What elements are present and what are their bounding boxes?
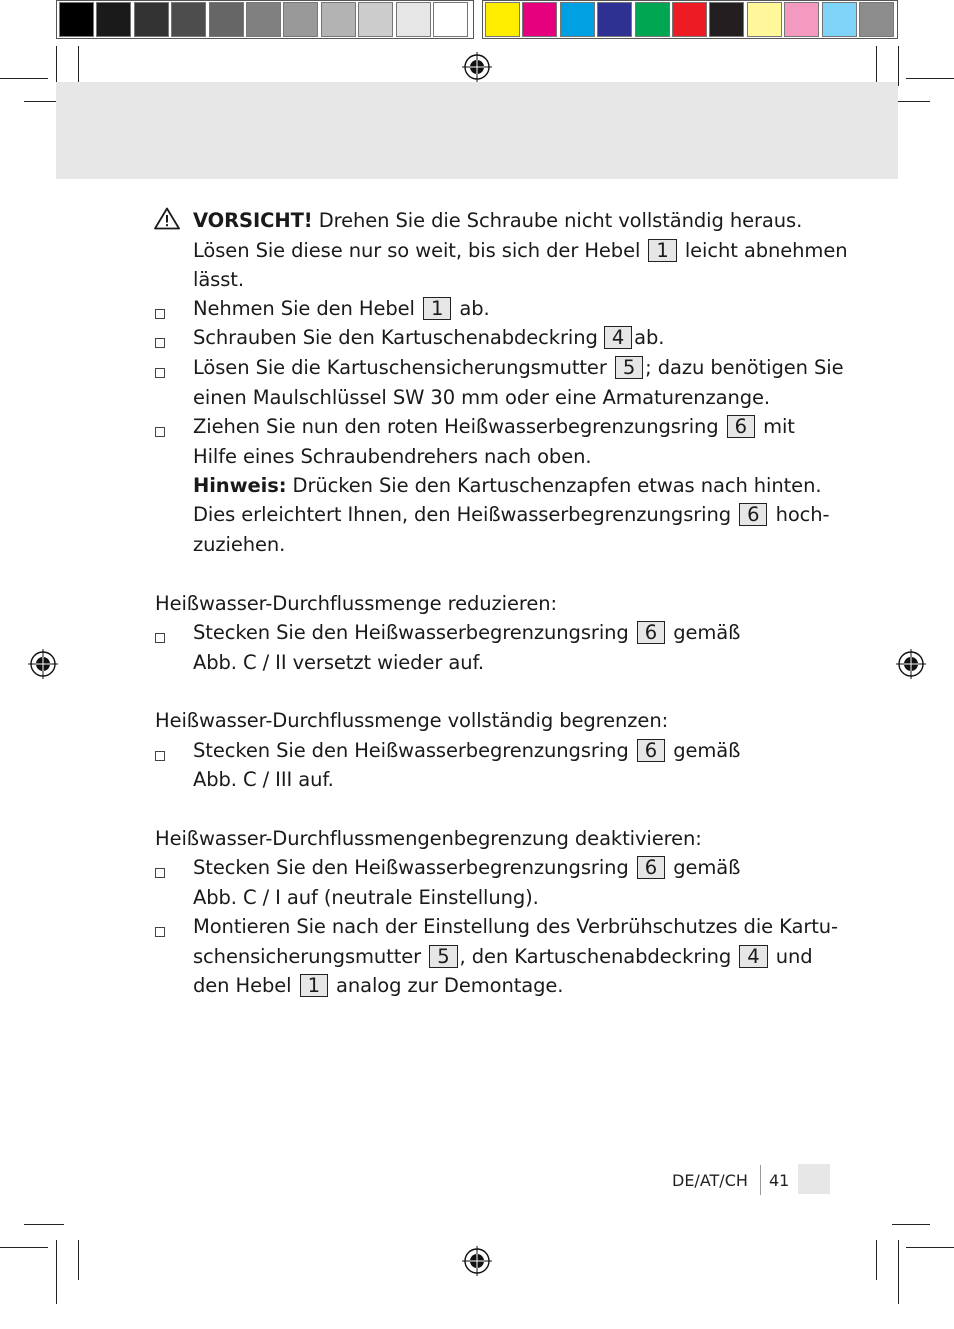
header-band [56,82,898,179]
color-swatch [635,2,670,37]
crop-mark [892,1224,930,1225]
part-ref-ring: 6 [739,503,767,526]
color-swatch [59,2,94,37]
step-text: gemäß [673,739,741,762]
part-ref-lever: 1 [648,239,676,262]
step-text: Montieren Sie nach der Einstellung des Verbrühschutzes die Kartu- [193,915,838,938]
part-ref-lever: 1 [423,297,451,320]
part-ref-lever: 1 [300,974,328,997]
crop-mark [876,46,877,86]
heading-text: Heißwasser-Durchflussmenge reduzieren: [155,592,557,615]
step-text: ab. [634,326,665,349]
bullet-icon [155,368,165,378]
step-text: Nehmen Sie den Hebel [193,297,415,320]
step-remove-cover-ring [193,323,664,352]
step-text: und [775,945,813,968]
color-swatch [96,2,131,37]
step-pull-ring-cont [193,442,591,471]
step-insert-ring [193,736,740,765]
step-text: , den Kartuschenabdeckring [459,945,732,968]
note-line-3 [193,530,285,559]
crop-mark [906,1247,954,1248]
step-text: Abb. C / III auf. [193,768,334,791]
step-reassemble [193,912,838,941]
step-text: Schrauben Sie den Kartuschenabdeckring [193,326,598,349]
note-label: Hinweis: [193,474,287,497]
color-swatch [246,2,281,37]
part-ref-ring: 6 [637,621,665,644]
footer-divider [760,1165,761,1195]
step-text: mit [763,415,795,438]
crop-mark [906,78,954,79]
step-text: den Hebel [193,974,292,997]
color-swatch [283,2,318,37]
crop-mark [24,1224,64,1225]
part-ref-nut: 5 [615,356,643,379]
note-line-1 [193,471,821,500]
note-text: zuziehen. [193,533,286,556]
bullet-icon [155,427,165,437]
step-text: Abb. C / II versetzt wieder auf. [193,651,484,674]
color-swatch [747,2,782,37]
step-insert-ring [193,618,740,647]
bullet-icon [155,633,165,643]
warning-label: VORSICHT! [193,209,313,232]
step-insert-ring-cont [193,883,539,912]
part-ref-ring: 6 [637,856,665,879]
color-swatch [171,2,206,37]
heading-text: Heißwasser-Durchflussmengenbegrenzung deaktivieren: [155,827,702,850]
registration-mark-icon [896,649,926,679]
crop-mark [898,46,899,86]
section-heading [155,824,702,853]
warning-text: leicht abnehmen [684,239,848,262]
bullet-icon [155,927,165,937]
step-text: Stecken Sie den Heißwasserbegrenzungsring [193,856,629,879]
step-text: schensicherungsmutter [193,945,422,968]
note-text: Drücken Sie den Kartuschenzapfen etwas nach hinten. [292,474,822,497]
step-pull-ring [193,412,795,441]
part-ref-nut: 5 [429,945,457,968]
crop-mark [78,1240,79,1280]
step-text: Lösen Sie die Kartuschensicherungsmutter [193,356,607,379]
step-text: gemäß [673,621,741,644]
bullet-icon [155,309,165,319]
step-text: Ziehen Sie nun den roten Heißwasserbegrenzungsring [193,415,719,438]
step-text: Abb. C / I auf (neutrale Einstellung). [193,886,539,909]
step-text: einen Maulschlüssel SW 30 mm oder eine Armaturenzange. [193,386,771,409]
color-swatch [784,2,819,37]
warning-line-3 [193,265,244,294]
page-tab [798,1164,830,1194]
part-ref-ring: 6 [727,415,755,438]
color-swatch [672,2,707,37]
step-text: Stecken Sie den Heißwasserbegrenzungsring [193,621,629,644]
step-text: Hilfe eines Schraubendrehers nach oben. [193,445,592,468]
color-swatch [433,2,468,37]
note-text: hoch- [775,503,830,526]
color-swatch [709,2,744,37]
color-swatch [485,2,520,37]
step-loosen-nut-cont [193,383,770,412]
registration-mark-icon [462,1246,492,1276]
color-swatch [560,2,595,37]
step-text: gemäß [673,856,741,879]
color-swatch [134,2,169,37]
bullet-icon [155,751,165,761]
warning-text: Lösen Sie diese nur so weit, bis sich der Hebel [193,239,641,262]
color-swatch [522,2,557,37]
crop-mark [898,1240,899,1304]
registration-mark-icon [28,649,58,679]
crop-mark [0,78,48,79]
section-heading [155,589,557,618]
crop-mark [56,46,57,86]
part-ref-ring: 6 [637,739,665,762]
step-text: ; dazu benötigen Sie [645,356,844,379]
crop-mark [56,1240,57,1304]
color-swatch [396,2,431,37]
warning-text: lässt. [193,268,244,291]
registration-mark-icon [462,52,492,82]
step-text: ab. [459,297,490,320]
bullet-icon [155,338,165,348]
heading-text: Heißwasser-Durchflussmenge vollständig begrenzen: [155,709,669,732]
warning-line-1 [193,206,802,235]
step-loosen-nut [193,353,844,382]
step-insert-ring-cont [193,648,484,677]
warning-line-2 [193,236,847,265]
color-swatch [209,2,244,37]
color-swatch [321,2,356,37]
crop-mark [78,46,79,86]
note-line-2 [193,500,829,529]
part-ref-cover-ring: 4 [604,326,632,349]
section-heading [155,706,668,735]
color-swatch [822,2,857,37]
step-text: analog zur Demontage. [336,974,564,997]
step-text: Stecken Sie den Heißwasserbegrenzungsring [193,739,629,762]
color-swatch [859,2,894,37]
step-remove-lever [193,294,490,323]
warning-text: Drehen Sie die Schraube nicht vollständig heraus. [318,209,803,232]
step-reassemble-cont [193,942,812,971]
page-number: 41 [769,1171,790,1190]
crop-mark [0,1247,48,1248]
color-swatch [597,2,632,37]
warning-triangle-icon [154,207,180,230]
step-insert-ring-cont [193,765,334,794]
part-ref-cover-ring: 4 [739,945,767,968]
bullet-icon [155,868,165,878]
crop-mark [876,1240,877,1280]
step-reassemble-cont [193,971,563,1000]
note-text: Dies erleichtert Ihnen, den Heißwasserbegrenzungsring [193,503,732,526]
color-swatch [358,2,393,37]
footer-region: DE/AT/CH [672,1171,748,1190]
step-insert-ring [193,853,740,882]
